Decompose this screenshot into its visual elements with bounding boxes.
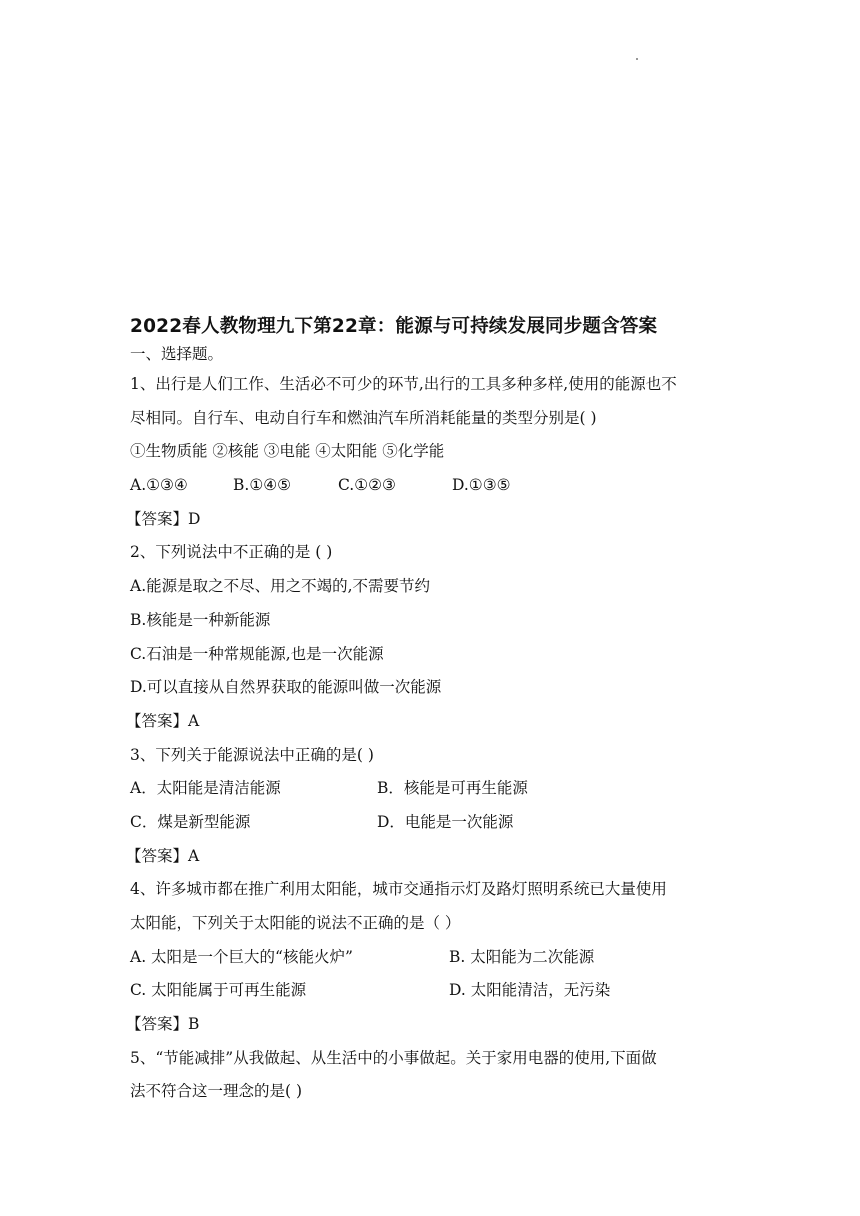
- document-title: 2022春人教物理九下第22章：能源与可持续发展同步题含答案: [130, 316, 658, 337]
- question-2-option-c: C.石油是一种常规能源,也是一次能源: [130, 644, 384, 663]
- section-heading: 一、选择题。: [130, 345, 224, 363]
- option-d: D.①③⑤: [452, 476, 511, 495]
- option-d: D. 太阳能清洁，无污染: [449, 981, 611, 1000]
- question-4-answer: 【答案】B: [126, 1015, 200, 1034]
- document-body: [126, 314, 750, 1109]
- question-2-stem: 2、下列说法中不正确的是 ( ): [130, 543, 333, 562]
- option-c: C. 太阳能属于可再生能源: [130, 981, 307, 1000]
- question-3-options-row-2: [130, 806, 750, 840]
- question-2-option-b: B.核能是一种新能源: [130, 610, 271, 629]
- question-2-answer: 【答案】A: [126, 711, 200, 730]
- question-5-stem-line-1: 5、“节能减排”从我做起、从生活中的小事做起。关于家用电器的使用,下面做: [130, 1048, 657, 1067]
- question-1-items: ①生物质能 ②核能 ③电能 ④太阳能 ⑤化学能: [130, 442, 445, 461]
- option-a: A．太阳能是清洁能源: [130, 779, 281, 798]
- option-c: C．煤是新型能源: [130, 812, 251, 831]
- question-4-options-row-2: [130, 974, 750, 1008]
- question-2-option-a: A.能源是取之不尽、用之不竭的,不需要节约: [130, 577, 431, 596]
- option-b: B．核能是可再生能源: [377, 779, 528, 798]
- question-1-stem-line-2: 尽相同。自行车、电动自行车和燃油汽车所消耗能量的类型分别是( ): [130, 408, 597, 427]
- question-3-options-row-1: [130, 772, 750, 806]
- question-4-stem-line-1: 4、许多城市都在推广利用太阳能，城市交通指示灯及路灯照明系统已大量使用: [130, 880, 667, 899]
- option-a: A.①③④: [130, 476, 188, 495]
- option-b: B. 太阳能为二次能源: [449, 947, 595, 966]
- question-1-answer: 【答案】D: [126, 509, 201, 528]
- option-d: D．电能是一次能源: [377, 812, 514, 831]
- question-2-option-d: D.可以直接从自然界获取的能源叫做一次能源: [130, 678, 442, 697]
- option-b: B.①④⑤: [233, 476, 292, 495]
- option-a: A. 太阳是一个巨大的“核能火炉”: [130, 947, 353, 966]
- question-4-options-row-1: [130, 941, 750, 975]
- question-5-stem-line-2: 法不符合这一理念的是( ): [130, 1082, 303, 1101]
- question-1-options: [130, 469, 750, 503]
- option-c: C.①②③: [338, 476, 396, 495]
- question-1-stem-line-1: 1、出行是人们工作、生活必不可少的环节,出行的工具多种多样,使用的能源也不: [130, 375, 677, 393]
- question-4-stem-line-2: 太阳能，下列关于太阳能的说法不正确的是（ ）: [130, 914, 461, 932]
- question-3-stem: 3、下列关于能源说法中正确的是( ): [130, 745, 374, 764]
- page-dot: [636, 58, 638, 60]
- question-3-answer: 【答案】A: [126, 846, 200, 865]
